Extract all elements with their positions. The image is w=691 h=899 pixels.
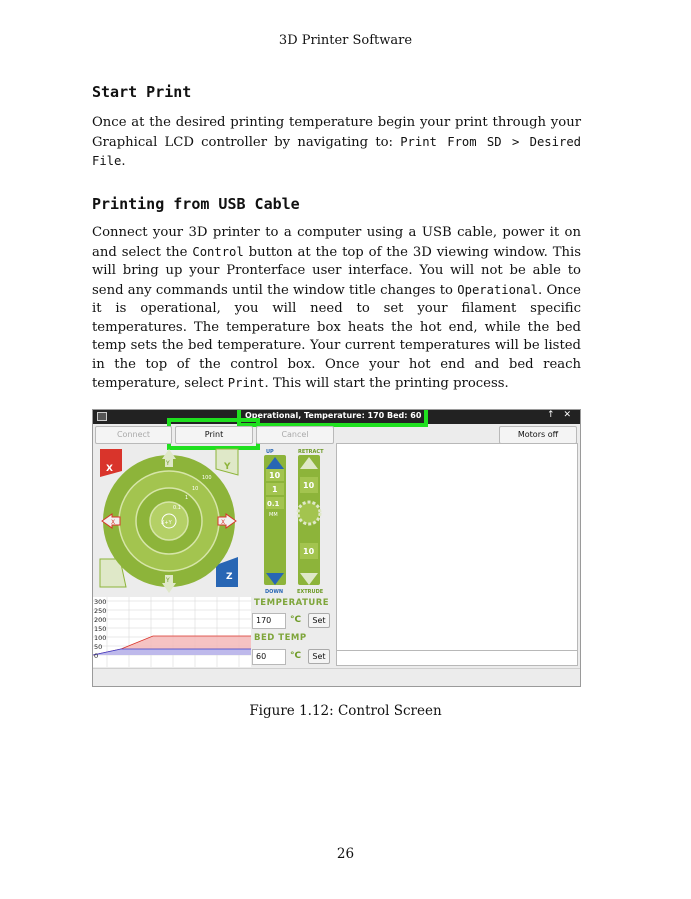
extrude-amount-label: 10 [303, 547, 315, 556]
title-highlight [237, 409, 428, 427]
print-button[interactable]: Print [175, 426, 253, 444]
xy-jog-wheel[interactable] [96, 447, 242, 597]
ring-label-01: 0.1 [173, 505, 181, 511]
figure-caption: Figure 1.12: Control Screen [249, 703, 442, 719]
temperature-graph [93, 597, 251, 667]
up-label: UP [266, 449, 274, 455]
z-step-1-label: 1 [272, 485, 278, 494]
bed-temp-input[interactable]: 60 [252, 649, 286, 665]
text-run: . This will start the printing process. [264, 376, 509, 391]
heading-usb: Printing from USB Cable [92, 195, 300, 213]
jog-center-label: X+Y [161, 520, 172, 526]
y-minus-label: Y [166, 577, 170, 584]
ring-label-100: 100 [202, 475, 212, 481]
hotend-temp-input[interactable]: 170 [252, 613, 286, 629]
bed-temp-label: BED TEMP [254, 633, 307, 643]
y-tick-150: 150 [94, 625, 107, 633]
running-header: 3D Printer Software [278, 33, 413, 48]
x-minus-label: X [111, 519, 116, 526]
console-log[interactable] [336, 443, 578, 665]
command-input[interactable] [336, 650, 578, 666]
x-plus-label: X [221, 519, 226, 526]
page-number: 26 [336, 846, 355, 862]
z-step-10-label: 10 [269, 471, 281, 480]
bed-set-button[interactable]: Set [308, 649, 330, 664]
text-run: Once at the desired printing temperature begin your print through your Graphical LCD controller by navigating to: [92, 115, 581, 150]
z-extrude-panel[interactable] [261, 447, 331, 597]
motors-off-button[interactable]: Motors off [499, 426, 577, 444]
text-run: . Once it is operational, you will need to set your filament specific temperatures. The temperature box heats the hot end, while the bed temp sets the bed temperature. Your current temperatures will be listed in the top of the control box. Once your hot end and bed reach temperature, select [92, 282, 581, 391]
extruder-gear-icon [298, 502, 320, 524]
y-plus-label: Y [166, 460, 170, 467]
x-home-label: X [106, 464, 113, 474]
code-path: Print From SD > Desired File [92, 134, 581, 168]
mm-label: MM [269, 512, 278, 518]
text-run: Connect your 3D printer to a computer using a USB cable, power it on and select the [92, 225, 581, 260]
down-label: DOWN [265, 589, 284, 595]
code-print: Print [227, 376, 265, 390]
y-tick-300: 300 [94, 598, 107, 606]
code-control: Control [192, 244, 244, 259]
retract-label: RETRACT [298, 449, 324, 455]
ring-label-10: 10 [192, 486, 199, 492]
window-controls[interactable]: ↑ ✕ [547, 410, 574, 420]
status-bar [93, 668, 580, 687]
hotend-set-button[interactable]: Set [308, 613, 330, 628]
temperature-label: TEMPERATURE [254, 598, 330, 608]
retract-amount-label: 10 [303, 481, 315, 490]
z-step-01-label: 0.1 [267, 500, 280, 508]
heading-start-print: Start Print [92, 83, 192, 101]
extrude-label: EXTRUDE [297, 589, 324, 595]
connect-button[interactable]: Connect [95, 426, 172, 444]
y-home-label: Y [224, 462, 231, 472]
text-run: button at the top of the 3D viewing window. This will bring up your Pronterface user interface. You will not be able to send any commands until the window title changes to [92, 244, 581, 298]
ring-label-1: 1 [185, 495, 189, 501]
graph-grid [93, 597, 251, 667]
y-tick-100: 100 [94, 634, 107, 642]
hotend-unit: °C [290, 615, 302, 625]
bed-unit: °C [290, 651, 302, 661]
paragraph-usb [92, 224, 581, 394]
control-screen-figure [92, 409, 581, 687]
window-menu-icon[interactable] [97, 412, 107, 421]
code-operational: Operational [457, 282, 538, 297]
z-home-label: Z [226, 572, 233, 582]
window-title: Operational, Temperature: 170 Bed: 60 [245, 411, 422, 420]
y-tick-250: 250 [94, 607, 107, 615]
y-tick-0: 0 [94, 652, 99, 660]
paragraph-start-print [92, 114, 581, 172]
y-tick-200: 200 [94, 616, 107, 624]
cancel-button[interactable]: Cancel [256, 426, 334, 444]
y-tick-50: 50 [94, 643, 103, 651]
text-run: . [121, 154, 126, 169]
